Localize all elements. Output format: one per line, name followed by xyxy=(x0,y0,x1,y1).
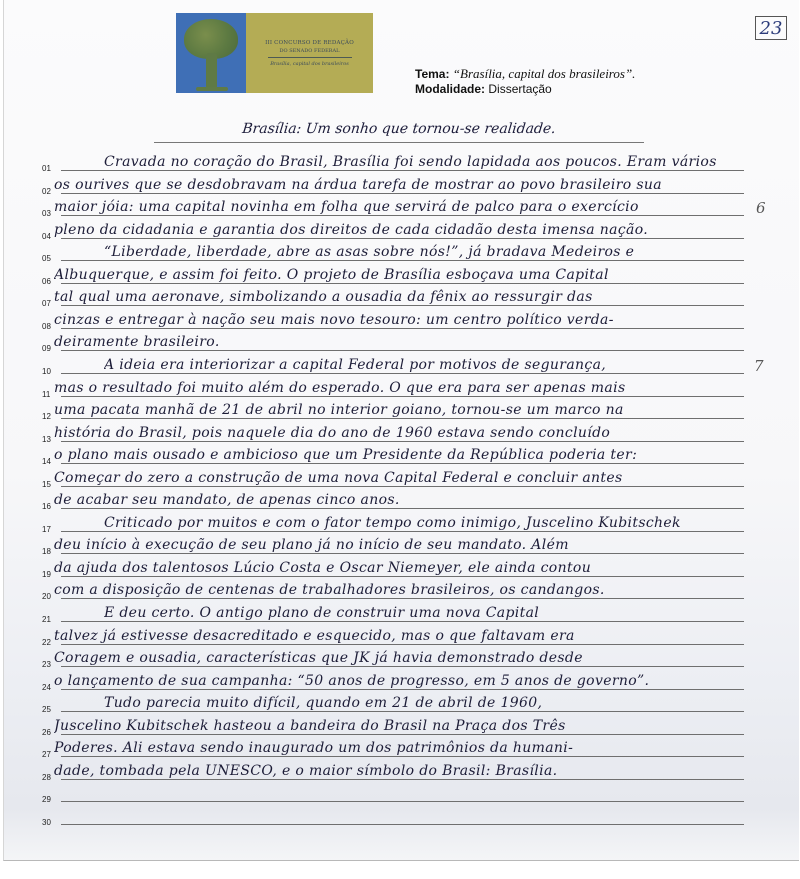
essay-line xyxy=(4,693,800,715)
line-rule xyxy=(61,779,744,780)
line-rule xyxy=(61,553,744,554)
theme-label: Tema: xyxy=(415,67,450,81)
modality-label: Modalidade: xyxy=(415,82,486,96)
modality-value: Dissertação xyxy=(488,82,552,96)
handwritten-text: A ideia era interiorizar a capital Federal por motivos de segurança, xyxy=(104,356,607,373)
essay-line xyxy=(4,242,800,264)
essay-line xyxy=(4,558,800,580)
line-number: 28 xyxy=(42,772,51,782)
line-number: 27 xyxy=(42,750,51,760)
line-number: 13 xyxy=(42,434,51,444)
essay-title: Brasília: Um sonho que tornou-se realidade. xyxy=(241,121,557,137)
line-rule xyxy=(61,576,744,577)
line-rule xyxy=(61,260,744,261)
line-rule xyxy=(61,283,744,284)
essay-line xyxy=(4,490,800,512)
line-rule xyxy=(61,350,744,351)
line-number: 11 xyxy=(42,389,51,399)
line-number: 09 xyxy=(42,344,51,354)
essay-line xyxy=(4,332,800,354)
line-number: 23 xyxy=(42,660,51,670)
handwritten-text: o lançamento de sua campanha: “50 anos de progresso, em 5 anos de governo”. xyxy=(54,672,650,689)
line-number: 14 xyxy=(42,457,51,467)
line-number: 06 xyxy=(42,276,51,286)
line-number: 20 xyxy=(42,592,51,602)
essay-line xyxy=(4,513,800,535)
line-rule xyxy=(61,373,744,374)
handwritten-text: Cravada no coração do Brasil, Brasília foi sendo lapidada aos poucos. Eram vários xyxy=(104,154,717,170)
essay-line xyxy=(4,468,800,490)
handwritten-text: uma pacata manhã de 21 de abril no interior goiano, tornou-se um marco na xyxy=(54,402,624,419)
handwritten-text: Albuquerque, e assim foi feito. O projeto de Brasília esboçava uma Capital xyxy=(54,266,609,283)
line-number: 22 xyxy=(42,637,51,647)
essay-line xyxy=(4,648,800,670)
handwritten-text: pleno da cidadania e garantia dos direitos de cada cidadão desta imensa nação. xyxy=(54,221,649,238)
line-rule xyxy=(61,801,744,802)
handwritten-text: tal qual uma aeronave, simbolizando a ousadia da fênix ao ressurgir das xyxy=(54,289,593,306)
logo-senate-name: DO SENADO FEDERAL xyxy=(279,47,340,54)
line-rule xyxy=(61,396,744,397)
essay-line xyxy=(4,626,800,648)
handwritten-text: E deu certo. O antigo plano de construir uma nova Capital xyxy=(104,605,540,621)
handwritten-text: deu início à execução de seu plano já no início de seu mandato. Além xyxy=(54,537,569,554)
line-rule xyxy=(61,486,744,487)
handwritten-text: deiramente brasileiro. xyxy=(54,334,220,351)
essay-line xyxy=(4,355,800,377)
line-rule xyxy=(61,305,744,306)
line-number: 18 xyxy=(42,547,51,557)
handwritten-text: com a disposição de centenas de trabalhadores brasileiros, os candangos. xyxy=(54,582,605,599)
essay-line xyxy=(4,535,800,557)
essay-line xyxy=(4,265,800,287)
handwritten-text: história do Brasil, pois naquele dia do ano de 1960 estava sendo concluído xyxy=(54,424,611,441)
handwritten-text: Coragem e ousadia, características que JK já havia demonstrado desde xyxy=(54,650,583,667)
essay-line xyxy=(4,603,800,625)
essay-line xyxy=(4,152,800,174)
line-number: 26 xyxy=(42,727,51,737)
line-number: 17 xyxy=(42,524,51,534)
essay-line xyxy=(4,671,800,693)
line-number: 05 xyxy=(42,254,51,264)
grader-margin-mark: 6 xyxy=(756,199,766,218)
line-number: 24 xyxy=(42,682,51,692)
grader-margin-mark: 7 xyxy=(754,356,764,375)
essay-line xyxy=(4,400,800,422)
line-number: 01 xyxy=(42,164,51,173)
line-number: 08 xyxy=(42,321,51,331)
line-rule xyxy=(61,215,744,216)
line-number: 10 xyxy=(42,366,51,376)
line-rule xyxy=(61,689,744,690)
line-rule xyxy=(61,711,744,712)
line-number: 16 xyxy=(42,502,51,512)
essay-line xyxy=(4,175,800,197)
line-rule xyxy=(61,756,744,757)
logo-theme: Brasília, capital dos brasileiros xyxy=(270,60,349,67)
line-rule xyxy=(61,418,744,419)
line-rule xyxy=(61,463,744,464)
handwritten-text: maior jóia: uma capital novinha em folha que servirá de palco para o exercício xyxy=(54,199,639,216)
line-rule xyxy=(61,328,744,329)
line-number: 02 xyxy=(42,186,51,196)
handwritten-text: mas o resultado foi muito além do esperado. O que era para ser apenas mais xyxy=(54,379,626,396)
line-number: 12 xyxy=(42,412,51,422)
essay-line xyxy=(4,783,800,805)
essay-line xyxy=(4,716,800,738)
handwritten-text: o plano mais ousado e ambicioso que um Presidente da República poderia ter: xyxy=(54,447,638,464)
line-rule xyxy=(61,644,744,645)
line-rule xyxy=(61,734,744,735)
line-rule xyxy=(61,824,744,825)
line-rule xyxy=(61,598,744,599)
essay-line xyxy=(4,287,800,309)
handwritten-text: dade, tombada pela UNESCO, e o maior símbolo do Brasil: Brasília. xyxy=(54,762,558,779)
essay-lines xyxy=(4,0,800,879)
handwritten-text: os ourives que se desdobravam na árdua tarefa de mostrar ao povo brasileiro sua xyxy=(54,176,662,193)
essay-sheet xyxy=(3,0,799,861)
handwritten-text: Começar do zero a construção de uma nova Capital Federal e concluir antes xyxy=(54,469,623,486)
essay-line xyxy=(4,423,800,445)
handwritten-text: cinzas e entregar à nação seu mais novo tesouro: um centro político verda- xyxy=(54,311,614,328)
line-rule xyxy=(61,441,744,442)
line-number: 07 xyxy=(42,299,51,309)
essay-line xyxy=(4,580,800,602)
handwritten-text: Criticado por muitos e com o fator tempo como inimigo, Juscelino Kubitschek xyxy=(104,514,681,531)
line-number: 30 xyxy=(42,817,51,827)
logo-contest-name: III CONCURSO DE REDAÇÃO xyxy=(265,39,354,46)
line-rule xyxy=(61,531,744,532)
handwritten-text: “Liberdade, liberdade, abre as asas sobre nós!”, já bradava Medeiros e xyxy=(104,244,635,261)
line-number: 25 xyxy=(42,705,51,715)
line-rule xyxy=(61,238,744,239)
line-rule xyxy=(61,170,744,171)
line-rule xyxy=(61,621,744,622)
handwritten-text: Tudo parecia muito difícil, quando em 21 de abril de 1960, xyxy=(104,695,543,712)
essay-line xyxy=(4,378,800,400)
handwritten-text: de acabar seu mandato, de apenas cinco anos. xyxy=(54,492,400,509)
line-number: 15 xyxy=(42,479,51,489)
essay-line xyxy=(4,310,800,332)
handwritten-text: Juscelino Kubitschek hasteou a bandeira do Brasil na Praça dos Três xyxy=(54,717,566,734)
line-rule xyxy=(61,193,744,194)
page-number-box: 23 xyxy=(755,16,787,40)
theme-value: “Brasília, capital dos brasileiros”. xyxy=(452,66,636,81)
essay-line xyxy=(4,445,800,467)
handwritten-text: talvez já estivesse desacreditado e esquecido, mas o que faltavam era xyxy=(54,627,575,644)
essay-line xyxy=(4,220,800,242)
line-number: 21 xyxy=(42,615,51,624)
handwritten-text: Poderes. Ali estava sendo inaugurado um dos patrimônios da humani- xyxy=(54,740,574,757)
essay-line xyxy=(4,806,800,828)
handwritten-text: da ajuda dos talentosos Lúcio Costa e Oscar Niemeyer, ele ainda contou xyxy=(54,559,592,576)
line-rule xyxy=(61,666,744,667)
essay-line xyxy=(4,761,800,783)
essay-line xyxy=(4,738,800,760)
line-number: 03 xyxy=(42,209,51,219)
line-number: 04 xyxy=(42,231,51,241)
essay-line xyxy=(4,197,800,219)
line-number: 19 xyxy=(42,569,51,579)
line-rule xyxy=(61,508,744,509)
line-number: 29 xyxy=(42,795,51,805)
